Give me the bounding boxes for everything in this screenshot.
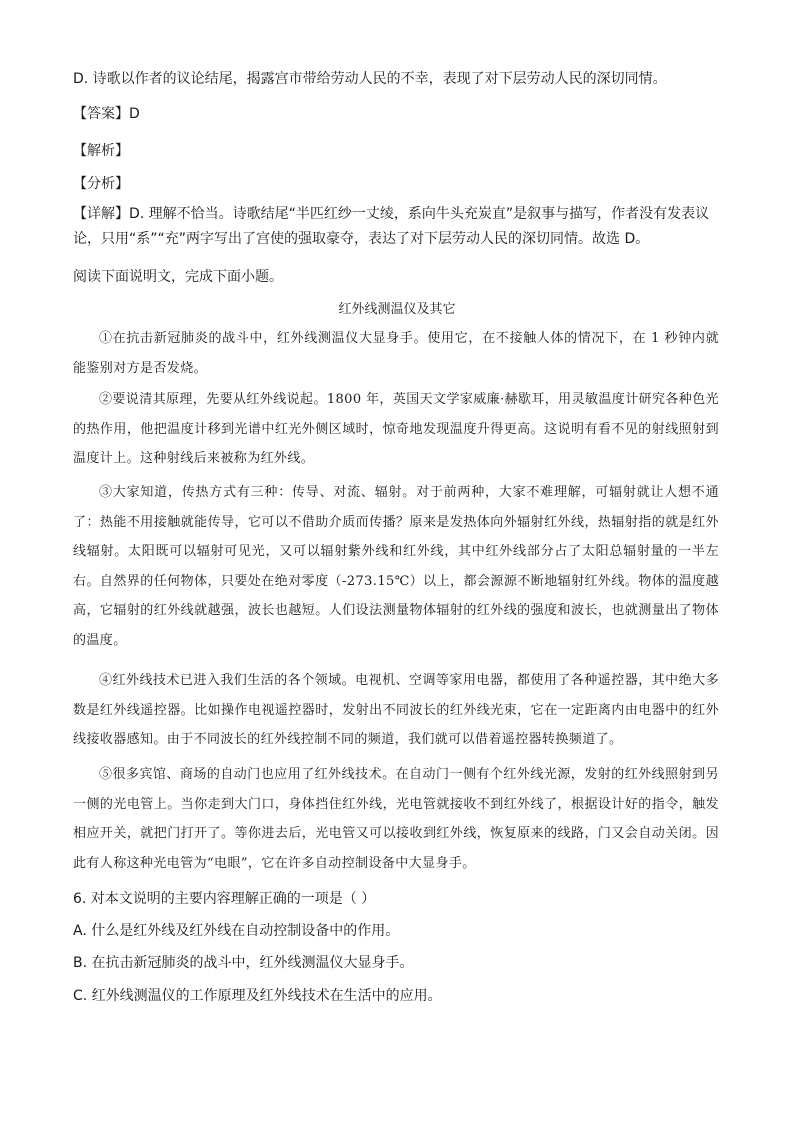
answer-label: 【答案】 [73, 106, 129, 122]
reading-instruction: 阅读下面说明文，完成下面小题。 [73, 269, 283, 285]
option-a: A. 什么是红外线及红外线在自动控制设备中的作用。 [73, 923, 400, 939]
question-6: 6. 对本文说明的主要内容理解正确的一项是（ ） [73, 891, 376, 907]
answer-value: D [129, 106, 140, 122]
option-b: B. 在抗击新冠肺炎的战斗中，红外线测温仪大显身手。 [73, 955, 414, 971]
analysis-label: 【解析】 [73, 143, 129, 159]
passage-paragraph-2: ②要说清其原理，先要从红外线说起。1800 年，英国天文学家威廉·赫歇耳，用灵敏温度计研究各种色光的热作用，他把温度计移到光谱中红光外侧区域时，惊奇地发现温度升得更高。这说明有看不见的射线照射到温度计上。这种射线后来被称为红外线。 [73, 392, 719, 466]
detail-text: D. 理解不恰当。诗歌结尾“半匹红纱一丈绫，系向牛头充炭直”是叙事与描写，作者没有发表议论，只用“系”“充”两字写出了宫使的强取豪夺，表达了对下层劳动人民的深切同情。故选 D。 [73, 206, 710, 247]
answer-line [73, 103, 140, 123]
passage-paragraph-5: ⑤很多宾馆、商场的自动门也应用了红外线技术。在自动门一侧有个红外线光源，发射的红外线照射到另一侧的光电管上。当你走到大门口，身体挡住红外线，光电管就接收不到红外线了，根据设计好的指令，触发相应开关，就把门打开了。等你进去后，光电管又可以接收到红外线，恢复原来的线路，门又会自动关闭。因此有人称这种光电管为“电眼”，它在许多自动控制设备中大显身手。 [73, 767, 719, 871]
passage-paragraph-3: ③大家知道，传热方式有三种：传导、对流、辐射。对于前两种，大家不难理解，可辐射就让人想不通了：热能不用接触就能传导，它可以不借助介质而传播？原来是发热体向外辐射红外线，热辐射指的就是红外线辐射。太阳既可以辐射可见光，又可以辐射紫外线和红外线，其中红外线部分占了太阳总辐射量的一半左右。自然界的任何物体，只要处在绝对零度（-273.15℃）以上，都会源源不断地辐射红外线。物体的温度越高，它辐射的红外线就越强，波长也越短。人们设法测量物体辐射的红外线的强度和波长，也就测量出了物体的温度。 [73, 485, 719, 648]
option-d-text: D. 诗歌以作者的议论结尾，揭露宫市带给劳动人民的不幸，表现了对下层劳动人民的深切同情。 [73, 71, 667, 87]
passage-paragraph-4: ④红外线技术已进入我们生活的各个领域。电视机、空调等家用电器，都使用了各种遥控器，其中绝大多数是红外线遥控器。比如操作电视遥控器时，发射出不同波长的红外线光束，它在一定距离内由电器中的红外线接收器感知。由于不同波长的红外线控制不同的频道，我们就可以借着遥控器转换频道了。 [73, 673, 719, 747]
option-c: C. 红外线测温仪的工作原理及红外线技术在生活中的应用。 [73, 988, 442, 1004]
detail-label: 【详解】 [73, 206, 129, 222]
fenxi-label: 【分析】 [73, 176, 129, 192]
passage-paragraph-1: ①在抗击新冠肺炎的战斗中，红外线测温仪大显身手。使用它，在不接触人体的情况下，在 1 秒钟内就能鉴别对方是否发烧。 [73, 331, 719, 376]
detail-paragraph [73, 202, 719, 252]
passage-title: 红外线测温仪及其它 [338, 302, 456, 317]
